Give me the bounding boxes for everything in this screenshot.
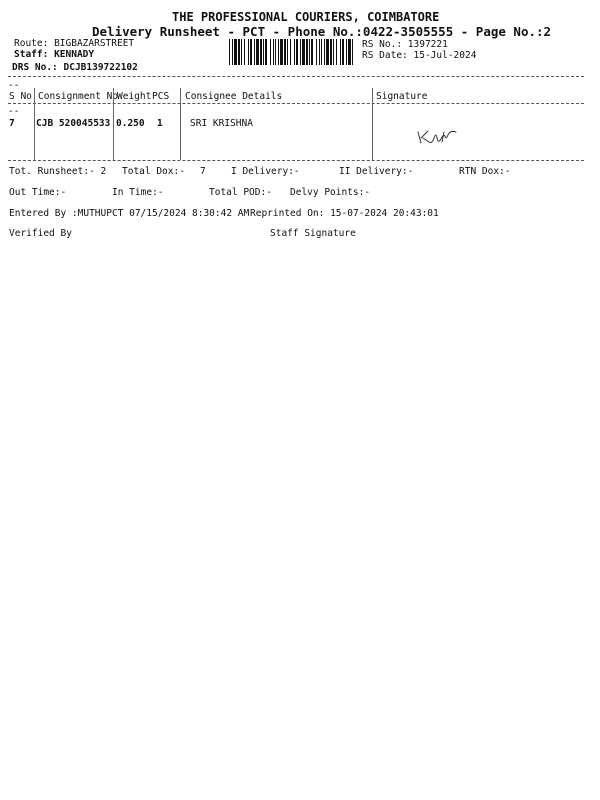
col-header-signature: Signature: [376, 91, 428, 102]
col-header-weight: Weight: [117, 91, 152, 102]
rs-date-line: [362, 50, 476, 61]
staff-label: Staff:: [14, 49, 49, 60]
total-pod: Total POD:-: [209, 187, 272, 198]
col-header-pcs: PCS: [152, 91, 170, 102]
route-value: BIGBAZARSTREET: [54, 38, 135, 49]
drs-label: DRS No.:: [12, 62, 58, 73]
runsheet-subtitle: Delivery Runsheet - PCT - Phone No.:0422-3505555 - Page No.:2: [92, 24, 552, 39]
divider-header: [8, 103, 584, 104]
rs-no-label: RS No.:: [362, 39, 403, 50]
ii-delivery: II Delivery:-: [339, 166, 414, 177]
rs-no-line: [362, 39, 448, 50]
verified-by: Verified By: [9, 228, 72, 239]
drs-line: [12, 62, 138, 73]
col-line-1: [34, 88, 35, 160]
barcode-image: [229, 39, 353, 65]
rs-date-value: 15-Jul-2024: [413, 50, 477, 61]
col-line-2: [113, 88, 114, 160]
company-title: THE PROFESSIONAL COURIERS, COIMBATORE: [172, 10, 440, 24]
row-sno: 7: [9, 118, 15, 129]
col-header-sno: S No: [9, 91, 32, 102]
drs-value: DCJB139722102: [63, 62, 138, 73]
col-line-4: [372, 88, 373, 160]
col-header-consignee: Consignee Details: [185, 91, 283, 102]
in-time: In Time:-: [112, 187, 164, 198]
row-consignment-no: CJB 520045533: [36, 118, 111, 129]
i-delivery: I Delivery:-: [231, 166, 300, 177]
delvy-points: Delvy Points:-: [290, 187, 371, 198]
out-time: Out Time:-: [9, 187, 67, 198]
handwritten-signature: [414, 124, 462, 148]
col-header-consignment: Consignment No: [38, 91, 119, 102]
total-dox-value: 7: [200, 166, 206, 177]
rtn-dox: RTN Dox:-: [459, 166, 511, 177]
row-consignee: SRI KRISHNA: [190, 118, 253, 129]
entered-by: Entered By :MUTHUPCT 07/15/2024 8:30:42 AM: [9, 208, 250, 219]
staff-signature: Staff Signature: [270, 228, 356, 239]
staff-value: KENNADY: [54, 49, 95, 60]
staff-line: [14, 49, 94, 60]
route-line: [14, 38, 134, 49]
row-marker: --: [8, 106, 20, 117]
route-label: Route:: [14, 38, 49, 49]
header-marker: --: [8, 80, 20, 91]
tot-runsheet: Tot. Runsheet:- 2: [9, 166, 107, 177]
row-weight: 0.250: [116, 118, 145, 129]
total-dox-label: Total Dox:-: [122, 166, 185, 177]
rs-no-value: 1397221: [407, 39, 448, 50]
row-pcs: 1: [157, 118, 163, 129]
col-line-3: [180, 88, 181, 160]
reprinted-on: Reprinted On: 15-07-2024 20:43:01: [250, 208, 439, 219]
rs-date-label: RS Date:: [362, 50, 408, 61]
divider-bottom: [8, 160, 584, 161]
divider-top: [8, 76, 584, 77]
